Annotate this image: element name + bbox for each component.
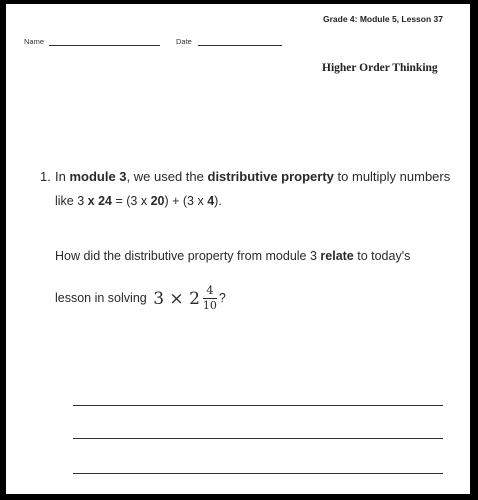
bold-text: relate bbox=[320, 249, 354, 263]
question-line-2 bbox=[55, 194, 222, 208]
answer-line[interactable] bbox=[73, 473, 443, 474]
answer-line[interactable] bbox=[73, 438, 443, 439]
math-expression: 3 × 2 bbox=[153, 288, 200, 309]
name-label: Name bbox=[24, 37, 45, 46]
question-line-4 bbox=[55, 285, 226, 312]
date-label: Date bbox=[176, 37, 192, 46]
text: ). bbox=[214, 194, 222, 208]
bold-text: 4 bbox=[207, 194, 215, 208]
question-line-1 bbox=[55, 169, 450, 184]
bold-text: x 24 bbox=[87, 194, 112, 208]
fraction-denominator: 10 bbox=[202, 299, 217, 312]
text: lesson in solving bbox=[55, 290, 147, 305]
text: = (3 x bbox=[112, 194, 151, 208]
bold-text: 20 bbox=[150, 194, 165, 208]
bold-text: module 3 bbox=[69, 169, 127, 184]
question-mark: ? bbox=[218, 290, 226, 305]
text: ) + (3 x bbox=[164, 194, 208, 208]
worksheet-page bbox=[6, 4, 470, 494]
text: to today's bbox=[353, 249, 411, 263]
question-line-3 bbox=[55, 249, 410, 263]
lesson-header: Grade 4: Module 5, Lesson 37 bbox=[323, 14, 443, 24]
name-field-line[interactable] bbox=[49, 45, 160, 46]
answer-line[interactable] bbox=[73, 405, 443, 406]
mixed-number-fraction bbox=[203, 285, 217, 312]
question-number: 1. bbox=[40, 169, 51, 184]
text: In bbox=[55, 169, 70, 184]
text: like 3 bbox=[55, 194, 88, 208]
section-subtitle: Higher Order Thinking bbox=[322, 62, 438, 74]
text: How did the distributive property from module 3 bbox=[55, 249, 321, 263]
text: to multiply numbers bbox=[333, 169, 451, 184]
bold-text: distributive property bbox=[207, 169, 334, 184]
text: , we used the bbox=[126, 169, 208, 184]
fraction-numerator: 4 bbox=[203, 285, 217, 299]
date-field-line[interactable] bbox=[198, 45, 282, 46]
